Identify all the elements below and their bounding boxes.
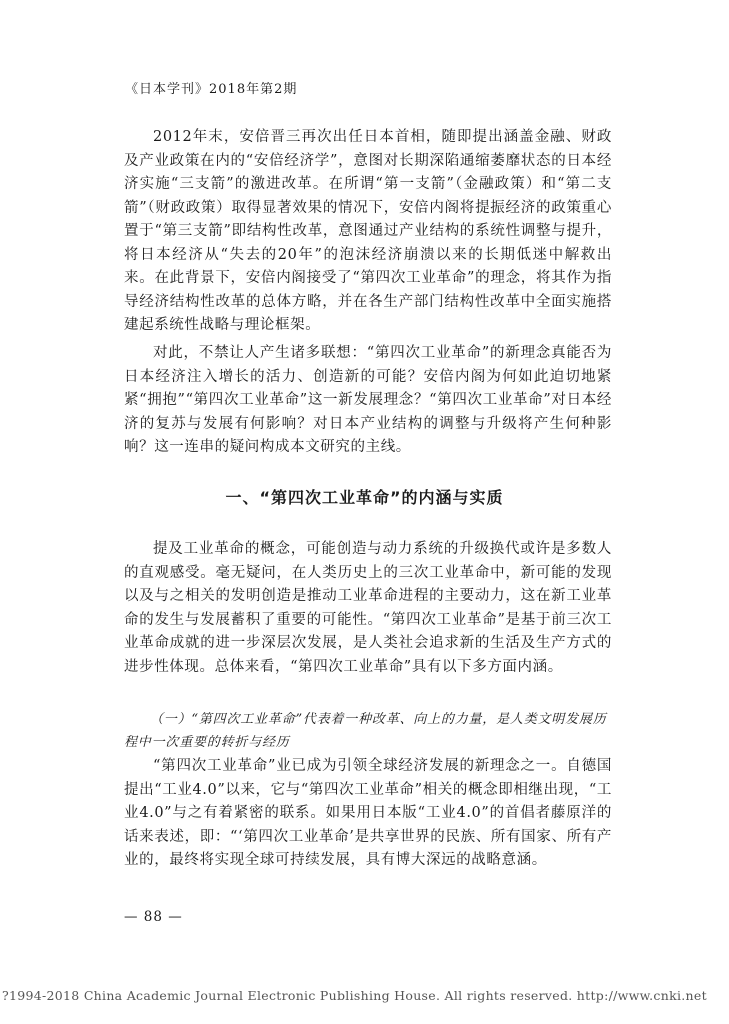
paragraph-1 [124, 126, 612, 338]
page-number: — 88 — [124, 909, 183, 925]
subsection-heading: （一）“第四次工业革命”代表着一种改革、向上的力量，是人类文明发展历程中一次重要的转折与经历 [124, 712, 607, 750]
copyright-footer: ?1994-2018 China Academic Journal Electronic Publishing House. All rights reserved. http://www.cnki.net [2, 988, 707, 1003]
paragraph-2-text: 对此，不禁让人产生诸多联想：“第四次工业革命”的新理念真能否为日本经济注入增长的活力、创造新的可能？安倍内阁为何如此迫切地紧紧“拥抱”“第四次工业革命”这一新发展理念？“第四次工业革命”对日本经济的复苏与发展有何影响？对日本产业结构的调整与升级将产生何种影响？这一连串的疑问构成本文研究的主线。 [124, 345, 612, 455]
paragraph-2 [124, 342, 612, 460]
paragraph-3 [124, 538, 612, 679]
section-heading: 一、“第四次工业革命”的内涵与实质 [225, 488, 504, 507]
paragraph-4-text: “第四次工业革命”业已成为引领全球经济发展的新理念之一。自德国提出“工业4.0”以来，它与“第四次工业革命”相关的概念即相继出现，“工业4.0”与之有着紧密的联系。如果用日本版“工业4.0”的首倡者藤原洋的话来表述，即：“‘第四次工业革命’是共享世界的民族、所有国家、所有产业的，最终将实现全球可持续发展，具有博大深远的战略意涵。 [124, 758, 612, 868]
paragraph-4 [124, 755, 612, 873]
paragraph-1-text: 2012年末，安倍晋三再次出任日本首相，随即提出涵盖金融、财政及产业政策在内的“安倍经济学”，意图对长期深陷通缩萎靡状态的日本经济实施“三支箭”的激进改革。在所谓“第一支箭”（金融政策）和“第二支箭”（财政政策）取得显著效果的情况下，安倍内阁将提振经济的政策重心置于“第三支箭”即结构性改革，意图通过产业结构的系统性调整与提升，将日本经济从“失去的20年”的泡沫经济崩溃以来的长期低迷中解救出来。在此背景下，安倍内阁接受了“第四次工业革命”的理念，将其作为指导经济结构性改革的总体方略，并在各生产部门结构性改革中全面实施搭建起系统性战略与理论框架。 [124, 129, 612, 333]
paragraph-3-text: 提及工业革命的概念，可能创造与动力系统的升级换代或许是多数人的直观感受。毫无疑问，在人类历史上的三次工业革命中，新可能的发现以及与之相关的发明创造是推动工业革命进程的主要动力，这在新工业革命的发生与发展蓄积了重要的可能性。“第四次工业革命”是基于前三次工业革命成就的进一步深层次发展，是人类社会追求新的生活及生产方式的进步性体现。总体来看，“第四次工业革命”具有以下多方面内涵。 [124, 541, 612, 675]
journal-header: 《日本学刊》2018年第2期 [125, 82, 298, 97]
